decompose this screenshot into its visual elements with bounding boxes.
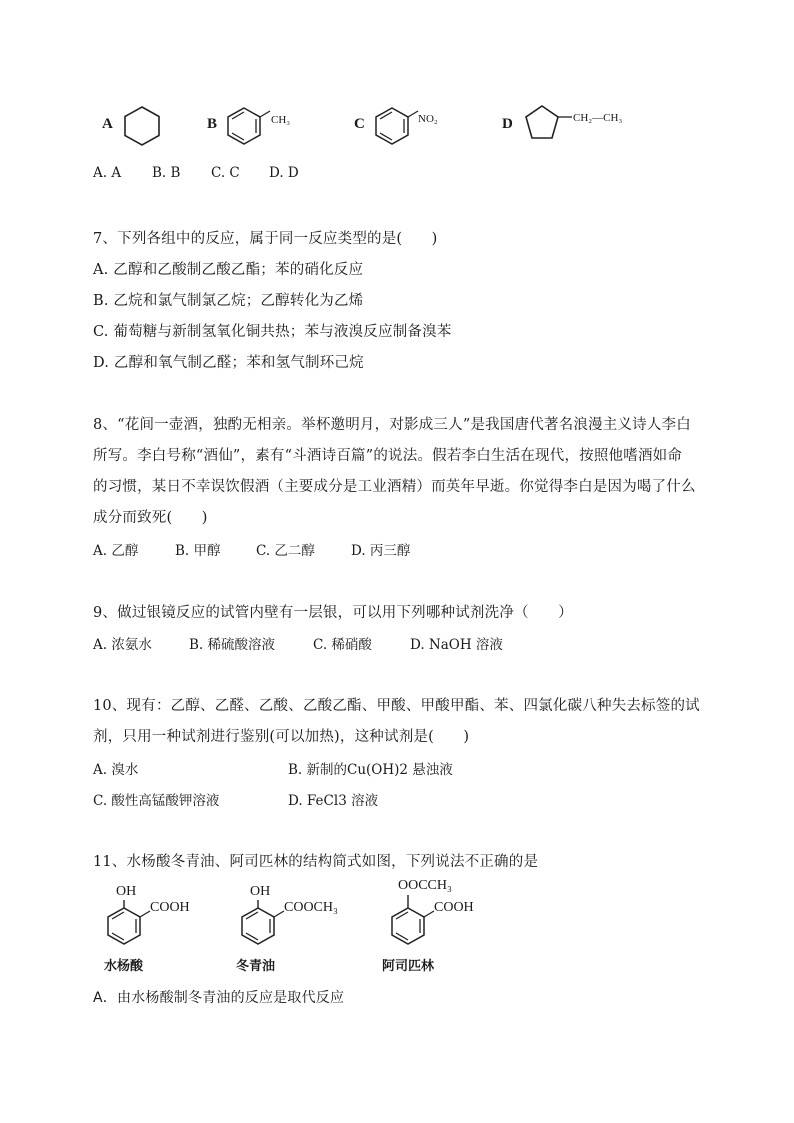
wintergreen-oh-label: OH bbox=[250, 884, 271, 899]
q6-option-c[interactable]: C. C bbox=[211, 165, 240, 181]
q9-option-d[interactable]: D. NaOH 溶液 bbox=[410, 637, 503, 653]
q9-option-a[interactable]: A. 浓氨水 bbox=[93, 637, 152, 653]
q7-option-b[interactable]: B. 乙烷和氯气制氯乙烷；乙醇转化为乙烯 bbox=[93, 293, 364, 309]
q8-option-a[interactable]: A. 乙醇 bbox=[93, 543, 139, 559]
ethyl-group-label: CH₂—CH₃ bbox=[573, 112, 623, 124]
structure-d-label: D bbox=[502, 116, 513, 132]
q11-stem: 11、水杨酸冬青油、阿司匹林的结构简式如图，下列说法不正确的是 bbox=[93, 854, 539, 870]
q10-option-b[interactable]: B. 新制的Cu(OH)2 悬浊液 bbox=[288, 762, 453, 778]
q8-option-c[interactable]: C. 乙二醇 bbox=[256, 543, 315, 559]
q10-option-c[interactable]: C. 酸性高锰酸钾溶液 bbox=[93, 793, 220, 809]
q7-stem: 7、下列各组中的反应，属于同一反应类型的是( ) bbox=[93, 231, 438, 247]
q8-stem-line-2: 所写。李白号称“酒仙”，素有“斗酒诗百篇”的说法。假若李白生活在现代，按照他嗜酒如命 bbox=[93, 448, 683, 464]
salicylic-acid-ring bbox=[104, 900, 152, 948]
structure-c-label: C bbox=[354, 116, 365, 132]
aspirin-caption: 阿司匹林 bbox=[382, 959, 435, 974]
salicylic-cooh-label: COOH bbox=[150, 900, 190, 915]
wintergreen-oil-ring bbox=[238, 900, 286, 948]
aspirin-oocch3-label: OOCCH₃ bbox=[398, 878, 452, 893]
q8-stem-line-4: 成分而致死( ) bbox=[93, 510, 208, 526]
nitrobenzene-structure bbox=[374, 106, 418, 146]
q6-option-a[interactable]: A. A bbox=[93, 165, 122, 181]
q9-option-c[interactable]: C. 稀硝酸 bbox=[313, 637, 372, 653]
structure-a-label: A bbox=[102, 116, 113, 132]
q6-option-d[interactable]: D. D bbox=[269, 165, 299, 181]
q7-option-d[interactable]: D. 乙醇和氧气制乙醛；苯和氢气制环己烷 bbox=[93, 355, 364, 371]
q8-option-d[interactable]: D. 丙三醇 bbox=[351, 543, 411, 559]
wintergreen-cooch3-label: COOCH₃ bbox=[284, 900, 338, 915]
salicylic-acid-caption: 水杨酸 bbox=[104, 959, 144, 974]
q9-stem: 9、做过银镜反应的试管内壁有一层银，可以用下列哪种试剂洗净（ ） bbox=[93, 605, 573, 621]
nitro-group-label: NO₂ bbox=[418, 113, 438, 125]
q6-option-b[interactable]: B. B bbox=[152, 165, 181, 181]
q10-stem-line-2: 剂，只用一种试剂进行鉴别(可以加热)，这种试剂是( ) bbox=[93, 729, 470, 745]
q10-stem-line-1: 10、现有：乙醇、乙醛、乙酸、乙酸乙酯、甲酸、甲酸甲酯、苯、四氯化碳八种失去标签的试 bbox=[93, 698, 700, 714]
q10-option-a[interactable]: A. 溴水 bbox=[93, 762, 139, 778]
aspirin-cooh-label: COOH bbox=[434, 900, 474, 915]
cyclohexane-structure bbox=[122, 104, 162, 148]
q11-option-a[interactable]: A．由水杨酸制冬青油的反应是取代反应 bbox=[93, 990, 345, 1006]
q9-option-b[interactable]: B. 稀硫酸溶液 bbox=[189, 637, 276, 653]
q8-stem-line-3: 的习惯，某日不幸误饮假酒（主要成分是工业酒精）而英年早逝。你觉得李白是因为喝了什么 bbox=[93, 479, 696, 495]
q8-stem-line-1: 8、“花间一壶酒，独酌无相亲。举杯邀明月，对影成三人”是我国唐代著名浪漫主义诗人李白 bbox=[93, 417, 691, 433]
toluene-structure bbox=[226, 106, 270, 146]
aspirin-ring bbox=[388, 895, 436, 948]
structure-b-label: B bbox=[207, 116, 218, 132]
methyl-group-label: CH₃ bbox=[271, 114, 291, 126]
ethylcyclopentane-structure bbox=[524, 104, 572, 142]
q10-option-d[interactable]: D. FeCl3 溶液 bbox=[288, 793, 379, 809]
q7-option-a[interactable]: A. 乙醇和乙酸制乙酸乙酯；苯的硝化反应 bbox=[93, 262, 364, 278]
q7-option-c[interactable]: C. 葡萄糖与新制氢氧化铜共热；苯与液溴反应制备溴苯 bbox=[93, 324, 452, 340]
q8-option-b[interactable]: B. 甲醇 bbox=[175, 543, 221, 559]
wintergreen-oil-caption: 冬青油 bbox=[236, 959, 276, 974]
salicylic-oh-label: OH bbox=[116, 884, 137, 899]
